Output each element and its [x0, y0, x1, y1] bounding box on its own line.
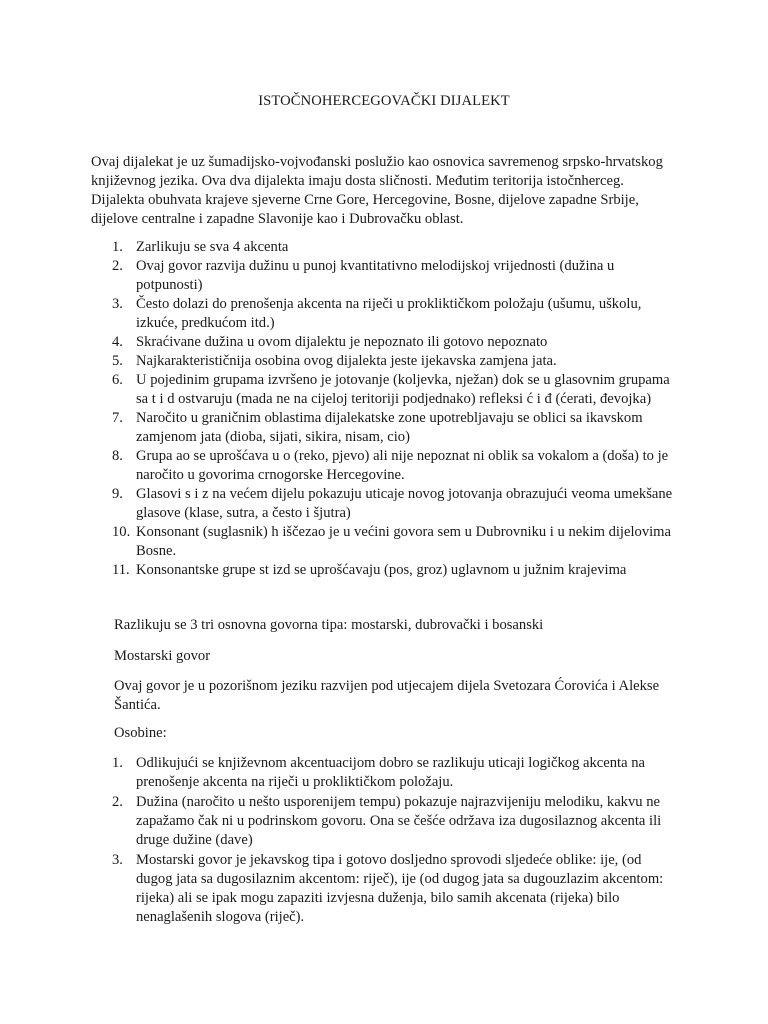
- list-text: Dužina (naročito u nešto usporenijem tempu) pokazuje najrazvijeniju melodiku, kakvu ne zapažamo čak ni u podrinskom govoru. Ona se češće održava iza dugosilaznog akcenta ili druge dužine (dave): [136, 794, 662, 848]
- feature-item: [91, 352, 677, 371]
- document-title: ISTOČNOHERCEGOVAČKI DIJALEKT: [258, 93, 510, 109]
- list-text: Najkarakterističnija osobina ovog dijalekta jeste ijekavska zamjena jata.: [136, 353, 557, 369]
- list-number: 11.: [112, 562, 130, 578]
- list-number: 6.: [112, 372, 123, 388]
- trait-item: [91, 851, 681, 927]
- mostar-intro-paragraph: Ovaj govor je u pozorišnom jeziku razvijen pod utjecajem dijela Svetozara Ćorovića i Alekse Šantića.: [114, 678, 660, 713]
- feature-item: [91, 257, 677, 295]
- trait-item: [91, 793, 681, 850]
- list-text: Konsonantske grupe st izd se uprošćavaju (pos, groz) uglavnom u južnim krajevima: [136, 562, 627, 578]
- feature-item: [91, 371, 677, 409]
- list-number: 9.: [112, 486, 123, 502]
- list-text: Naročito u graničnim oblastima dijalekatske zone upotrebljavaju se oblici sa ikavskom zamjenom jata (dioba, sijati, sikira, nisam, cio): [136, 410, 643, 445]
- list-number: 2.: [112, 794, 123, 810]
- feature-item: [91, 523, 677, 561]
- list-number: 2.: [112, 258, 123, 274]
- list-text: Odlikujući se književnom akcentuacijom dobro se razlikuju uticaji logičkog akcenta na prenošenje akcenta na riječi u prokliktičkom položaju.: [136, 755, 645, 790]
- list-text: Često dolazi do prenošenja akcenta na riječi u prokliktičkom položaju (ušumu, uškolu, izkuće, predkućom itd.): [136, 296, 642, 331]
- list-number: 10.: [112, 524, 131, 540]
- list-text: Skraćivane dužina u ovom dijalektu je nepoznato ili gotovo nepoznato: [136, 334, 548, 350]
- mostar-heading: Mostarski govor: [114, 648, 211, 664]
- list-number: 7.: [112, 410, 123, 426]
- list-number: 1.: [112, 755, 123, 771]
- feature-item: [91, 333, 677, 352]
- list-number: 4.: [112, 334, 123, 350]
- intro-paragraph: Ovaj dijalekat je uz šumadijsko-vojvođanski poslužio kao osnovica savremenog srpsko-hrvatskog književnog jezika. Ova dva dijalekta imaju dosta sličnosti. Međutim teritorija istočnherceg. Dijalekta obuhvata krajeve sjeverne Crne Gore, Hercegovine, Bosne, dijelove zapadne Srbije, dijelove centralne i zapadne Slavonije kao i Dubrovačku oblast.: [91, 154, 663, 227]
- list-number: 5.: [112, 353, 123, 369]
- list-text: Ovaj govor razvija dužinu u punoj kvantitativno melodijskoj vrijednosti (dužina u potpunosti): [136, 258, 615, 293]
- feature-item: [91, 238, 677, 257]
- list-number: 3.: [112, 852, 123, 868]
- list-text: Konsonant (suglasnik) h iščezao je u većini govora sem u Dubrovniku i u nekim dijelovima Bosne.: [136, 524, 671, 559]
- list-text: Glasovi s i z na većem dijelu pokazuju uticaje novog jotovanja obrazujući veoma umekšane glasove (klase, sutra, a često i šjutra): [136, 486, 673, 521]
- feature-item: [91, 447, 677, 485]
- feature-item: [91, 295, 677, 333]
- traits-list: [91, 754, 681, 928]
- feature-item: [91, 409, 677, 447]
- types-paragraph: Razlikuju se 3 tri osnovna govorna tipa: mostarski, dubrovački i bosanski: [114, 617, 544, 633]
- list-text: U pojedinim grupama izvršeno je jotovanje (koljevka, nježan) dok se u glasovnim grupama sa t i d ostvaruju (mada ne na cijeloj teritoriji podjednako) refleksi ć i đ (ćerati, đevojka): [136, 372, 670, 407]
- list-text: Zarlikuju se sva 4 akcenta: [136, 239, 289, 255]
- traits-heading: Osobine:: [114, 725, 167, 741]
- feature-item: [91, 485, 677, 523]
- list-text: Grupa ao se uprošćava u o (reko, pjevo) ali nije nepoznat ni oblik sa vokalom a (doša) to je naročito u govorima crnogorske Hercegovine.: [136, 448, 669, 483]
- features-list: [91, 238, 677, 580]
- list-text: Mostarski govor je jekavskog tipa i gotovo dosljedno sprovodi sljedeće oblike: ije, (od dugog jata sa dugosilaznim akcentom: riječ), ije (od dugog jata sa dugouzlazim akcentom: rijeka) ali se ipak mogu zapaziti izvjesna duženja, bilo samih akcenata (rijeka) bilo nenaglašenih slogova (riječ).: [136, 852, 664, 925]
- feature-item: [91, 561, 677, 580]
- list-number: 1.: [112, 239, 123, 255]
- trait-item: [91, 754, 681, 792]
- list-number: 3.: [112, 296, 123, 312]
- list-number: 8.: [112, 448, 123, 464]
